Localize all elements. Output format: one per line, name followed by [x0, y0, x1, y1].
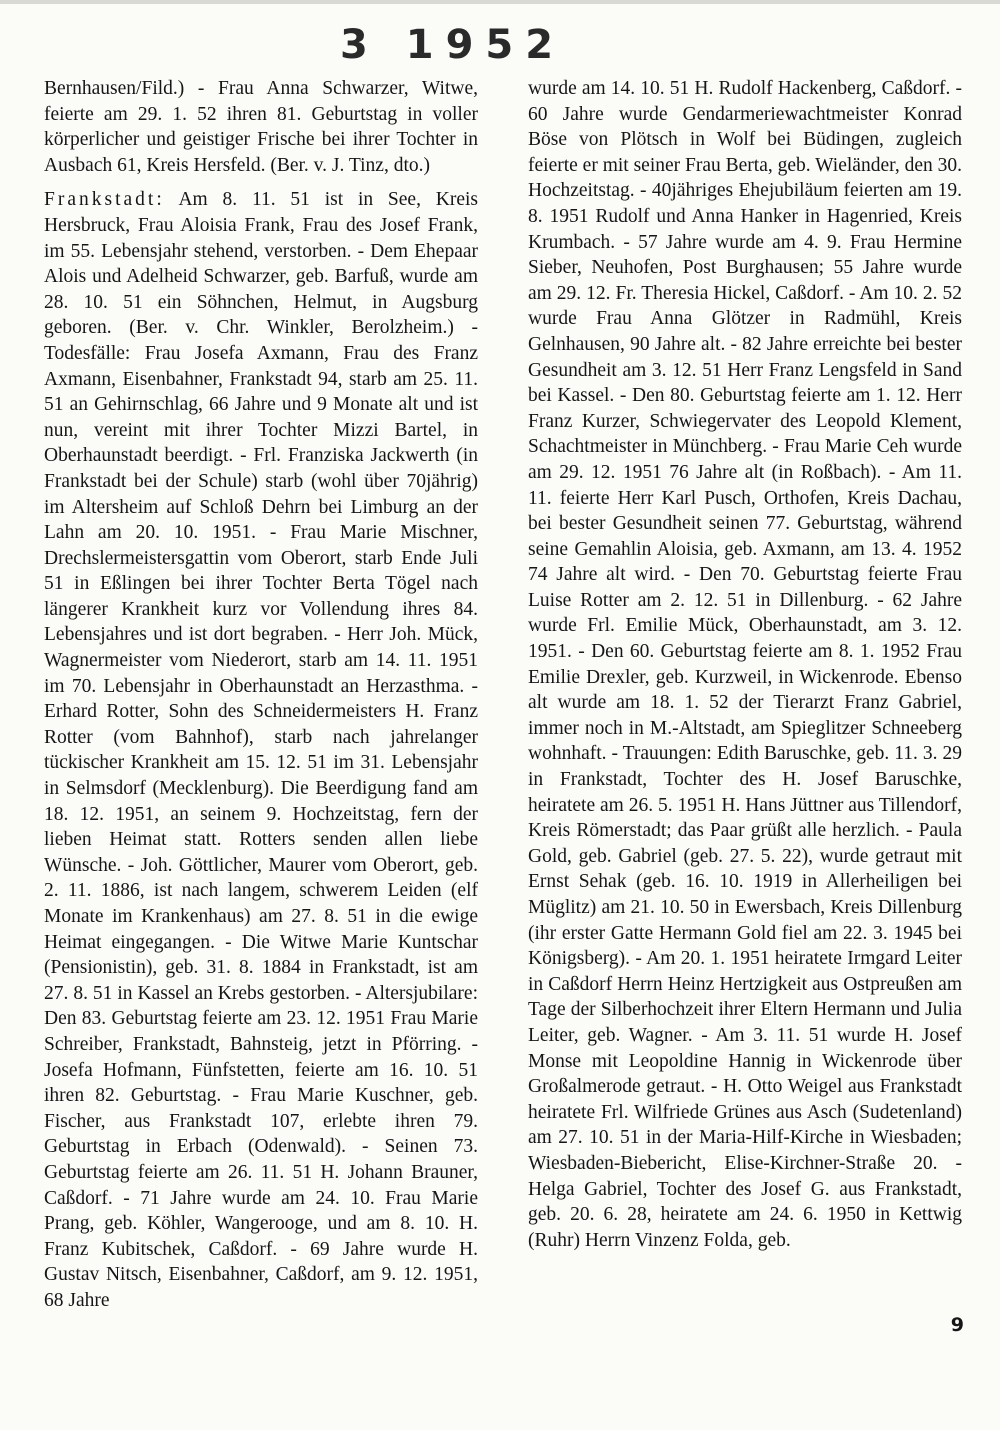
issue-stamp: 3 1952 [340, 22, 566, 68]
right-column [528, 76, 962, 1253]
place-heading-frankstadt: Frankstadt: [44, 189, 165, 211]
left-paragraph-2-body: Am 8. 11. 51 ist in See, Kreis Hersbruck, Frau Aloisia Frank, Frau des Josef Frank, im 55. Lebensjahr stehend, verstorben. - Dem Ehepaar Alois und Adelheid Schwarzer, geb. Barfuß, wurde am 28. 10. 51 ein Söhnchen, Helmut, in Augsburg geboren. (Ber. v. Chr. Winkler, Berolzheim.) - Todesfälle: Frau Josefa Axmann, Frau des Franz Axmann, Eisenbahner, Frankstadt 94, starb am 25. 11. 51 an Gehirnschlag, 66 Jahre und 9 Monate alt und ist nun, vereint mit ihrer Tochter Mizzi Bartel, in Oberhaunstadt beerdigt. - Frl. Franziska Jackwerth (in Frankstadt bei der Schule) starb (wohl über 70jährig) im Altersheim auf Schloß Dehrn bei Limburg an der Lahn am 20. 10. 1951. - Frau Marie Mischner, Drechslermeistersgattin vom Oberort, starb Ende Juli 51 in Eßlingen bei ihrer Tochter Berta Tögel nach längerer Krankheit kurz vor Vollendung ihres 84. Lebensjahres und ist dort begraben. - Herr Joh. Mück, Wagnermeister vom Niederort, starb am 14. 11. 1951 im 70. Lebensjahr in Oberhaunstadt an Herzasthma. - Erhard Rotter, Sohn des Schneidermeisters H. Franz Rotter (vom Bahnhof), starb nach jahrelanger tückischer Krankheit am 15. 12. 51 im 31. Lebensjahr in Selmsdorf (Mecklenburg). Die Beerdigung fand am 18. 12. 1951, an seinem 9. Hochzeitstag, fern der lieben Heimat statt. Rotters senden allen liebe Wünsche. - Joh. Göttlicher, Maurer vom Oberort, geb. 2. 11. 1886, ist nach langem, schwerem Leiden (elf Monate im Krankenhaus) am 27. 8. 51 in die ewige Heimat eingegangen. - Die Witwe Marie Kuntschar (Pensionistin), geb. 31. 8. 1884 in Frankstadt, ist am 27. 8. 51 in Kassel an Krebs gestorben. - Altersjubilare: Den 83. Geburtstag feierte am 23. 12. 1951 Frau Marie Schreiber, Frankstadt, Bahnsteig, jetzt in Pförring. - Josefa Hofmann, Fünfstetten, feierte am 16. 10. 51 ihren 82. Geburtstag. - Frau Marie Kuschner, geb. Fischer, aus Frankstadt 107, erlebte ihren 79. Geburtstag in Erbach (Odenwald). - Seinen 73. Geburtstag feierte am 26. 11. 51 H. Johann Brauner, Caßdorf. - 71 Jahre wurde am 24. 10. Frau Marie Prang, geb. Köhler, Wangerooge, und am 8. 10. H. Franz Kubitschek, Caßdorf. - 69 Jahre wurde H. Gustav Nitsch, Eisenbahner, Caßdorf, am 9. 12. 1951, 68 Jahre [44, 189, 478, 1311]
left-paragraph-2 [44, 187, 478, 1313]
left-paragraph-1: Bernhausen/Fild.) - Frau Anna Schwarzer, Witwe, feierte am 29. 1. 52 ihren 81. Geburtstag in voller körperlicher und geistiger Frische bei ihrer Tochter in Ausbach 61, Kreis Hersfeld. (Ber. v. J. Tinz, dto.) [44, 78, 478, 176]
scan-edge [0, 0, 1000, 4]
page-number: 9 [950, 1314, 964, 1336]
left-column [44, 76, 478, 1314]
right-paragraph-1: wurde am 14. 10. 51 H. Rudolf Hackenberg, Caßdorf. - 60 Jahre wurde Gendarmeriewachtmeister Konrad Böse von Plötsch in Wolf bei Büdingen, zugleich feierte er mit seiner Frau Berta, geb. Wieländer, den 30. Hochzeitstag. - 40jähriges Ehejubiläum feierten am 19. 8. 1951 Rudolf und Anna Hanker in Hagenried, Kreis Krumbach. - 57 Jahre wurde am 4. 9. Frau Hermine Sieber, Neuhofen, Post Burghausen; 55 Jahre wurde am 29. 12. Fr. Theresia Hickel, Caßdorf. - Am 10. 2. 52 wurde Frau Anna Glötzer in Radmühl, Kreis Gelnhausen, 90 Jahre alt. - 82 Jahre erreichte bei bester Gesundheit am 3. 12. 51 Herr Franz Lengsfeld in Sand bei Kassel. - Den 80. Geburtstag feierte am 1. 12. Herr Franz Kurzer, Schwiegervater des Leopold Klement, Schachtmeister in Münchberg. - Frau Marie Ceh wurde am 29. 12. 1951 76 Jahre alt (in Roßbach). - Am 11. 11. feierte Herr Karl Pusch, Orthofen, Kreis Dachau, bei bester Gesundheit seinen 77. Geburtstag, während seine Gemahlin Aloisia, geb. Axmann, am 13. 4. 1952 74 Jahre alt wird. - Den 70. Geburtstag feierte Frau Luise Rotter am 2. 12. 51 in Dillenburg. - 62 Jahre wurde Frl. Emilie Mück, Oberhaunstadt, am 3. 12. 1951. - Den 60. Geburtstag feierte am 8. 1. 1952 Frau Emilie Drexler, geb. Kurzweil, in Wickenrode. Ebenso alt wurde am 18. 1. 52 der Tierarzt Franz Gabriel, immer noch in M.-Altstadt, am Spieglitzer Schneeberg wohnhaft. - Trauungen: Edith Baruschke, geb. 11. 3. 29 in Frankstadt, Tochter des H. Josef Baruschke, heiratete am 26. 5. 1951 H. Hans Jüttner aus Tillendorf, Kreis Römerstadt; das Paar grüßt alle herzlich. - Paula Gold, geb. Gabriel (geb. 27. 5. 22), wurde getraut mit Ernst Sehak (geb. 16. 10. 1919 in Allerheiligen bei Müglitz) am 21. 10. 50 in Ewersbach, Kreis Dillenburg (ihr erster Gatte Hermann Gold fiel am 22. 3. 1945 bei Königsberg). - Am 20. 1. 1951 heiratete Irmgard Leiter in Caßdorf Herrn Heinz Hertzigkeit aus Ostpreußen am Tage der Silberhochzeit ihrer Eltern Hermann und Julia Leiter, geb. Wagner. - Am 3. 11. 51 wurde H. Josef Monse mit Leopoldine Hannig in Wickenrode über Großalmerode getraut. - H. Otto Weigel aus Frankstadt heiratete Frl. Wilfriede Grünes aus Asch (Sudetenland) am 27. 10. 51 in der Maria-Hilf-Kirche in Wiesbaden; Wiesbaden-Biebericht, Elise-Kirchner-Straße 20. - Helga Gabriel, Tochter des Josef G. aus Frankstadt, geb. 20. 6. 28, heiratete am 24. 6. 1950 in Kettwig (Ruhr) Herrn Vinzenz Folda, geb. [528, 78, 962, 1251]
